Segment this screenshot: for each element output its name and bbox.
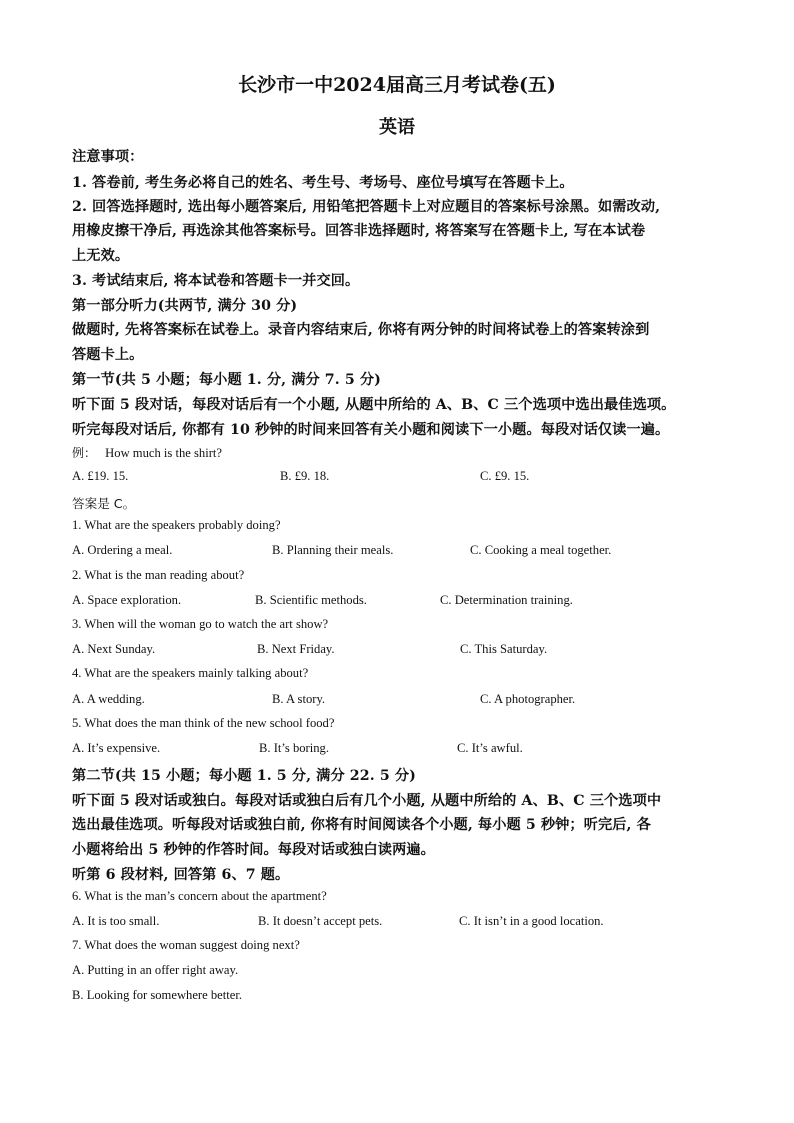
q4-option-a: A. A wedding. <box>72 692 145 706</box>
example-question-text: How much is the shirt? <box>105 446 222 460</box>
q5-option-a: A. It’s expensive. <box>72 741 161 755</box>
question-4: 4. What are the speakers mainly talking about? <box>72 666 309 680</box>
notice-line: 3. 考试结束后, 将本试卷和答题卡一并交回。 <box>72 273 360 289</box>
question-3: 3. When will the woman go to watch the art show? <box>72 617 329 631</box>
q4-option-c: C. A photographer. <box>480 692 576 706</box>
q7-option-a: A. Putting in an offer right away. <box>72 963 239 977</box>
q6-option-c: C. It isn’t in a good location. <box>459 914 604 928</box>
part1-intro: 答题卡上。 <box>72 347 144 363</box>
q4-option-b: B. A story. <box>272 692 326 706</box>
q1-option-c: C. Cooking a meal together. <box>470 543 612 557</box>
exam-title: 长沙市一中2024届高三月考试卷(五) <box>238 74 556 96</box>
section2-instruction: 选出最佳选项。听每段对话或独白前, 你将有时间阅读各个小题, 每小题 5 秒钟；听完后, 各 <box>72 817 651 833</box>
q1-option-b: B. Planning their meals. <box>272 543 394 557</box>
example-option-b: B. £9. 18. <box>280 469 330 483</box>
q5-option-b: B. It’s boring. <box>259 741 329 755</box>
section2-title: 第二节(共 15 小题；每小题 1. 5 分, 满分 22. 5 分) <box>72 768 416 784</box>
q3-option-c: C. This Saturday. <box>460 642 548 656</box>
q5-option-c: C. It’s awful. <box>457 741 523 755</box>
q2-option-c: C. Determination training. <box>440 593 573 607</box>
question-5: 5. What does the man think of the new school food? <box>72 716 335 730</box>
notice-line: 用橡皮擦干净后, 再选涂其他答案标号。回答非选择题时, 将答案写在答题卡上, 写在本试卷 <box>72 223 646 239</box>
example-answer: 答案是 C。 <box>72 496 136 511</box>
notice-line: 上无效。 <box>72 248 130 264</box>
section1-title: 第一节(共 5 小题；每小题 1. 分, 满分 7. 5 分) <box>72 372 381 388</box>
q2-option-a: A. Space exploration. <box>72 593 182 607</box>
question-2: 2. What is the man reading about? <box>72 568 245 582</box>
question-1: 1. What are the speakers probably doing? <box>72 518 281 532</box>
example-question <box>72 444 222 461</box>
q6-option-a: A. It is too small. <box>72 914 160 928</box>
section2-instruction: 听下面 5 段对话或独白。每段对话或独白后有几个小题, 从题中所给的 A、B、C 三个选项中 <box>72 793 662 809</box>
section1-instruction: 听下面 5 段对话，每段对话后有一个小题, 从题中所给的 A、B、C 三个选项中选出最佳选项。 <box>72 397 676 413</box>
material-heading: 听第 6 段材料, 回答第 6、7 题。 <box>72 867 290 883</box>
section1-instruction: 听完每段对话后, 你都有 10 秒钟的时间来回答有关小题和阅读下一小题。每段对话仅读一遍。 <box>72 422 670 438</box>
q2-option-b: B. Scientific methods. <box>255 593 367 607</box>
example-option-c: C. £9. 15. <box>480 469 530 483</box>
example-label: 例： <box>72 446 97 460</box>
q7-option-b: B. Looking for somewhere better. <box>72 988 242 1002</box>
q1-option-a: A. Ordering a meal. <box>72 543 173 557</box>
notice-heading: 注意事项： <box>72 149 144 165</box>
example-option-a: A. £19. 15. <box>72 469 129 483</box>
section2-instruction: 小题将给出 5 秒钟的作答时间。每段对话或独白读两遍。 <box>72 842 435 858</box>
q6-option-b: B. It doesn’t accept pets. <box>258 914 383 928</box>
question-7: 7. What does the woman suggest doing next? <box>72 938 300 952</box>
part1-intro: 做题时, 先将答案标在试卷上。录音内容结束后, 你将有两分钟的时间将试卷上的答案转涂到 <box>72 322 650 338</box>
part1-title: 第一部分听力(共两节, 满分 30 分) <box>72 298 298 314</box>
subject-title: 英语 <box>379 117 415 138</box>
notice-line: 1. 答卷前, 考生务必将自己的姓名、考生号、考场号、座位号填写在答题卡上。 <box>72 175 574 191</box>
q3-option-a: A. Next Sunday. <box>72 642 156 656</box>
notice-line: 2. 回答选择题时, 选出每小题答案后, 用铅笔把答题卡上对应题目的答案标号涂黑。如需改动, <box>72 199 661 215</box>
question-6: 6. What is the man’s concern about the apartment? <box>72 889 327 903</box>
q3-option-b: B. Next Friday. <box>257 642 335 656</box>
